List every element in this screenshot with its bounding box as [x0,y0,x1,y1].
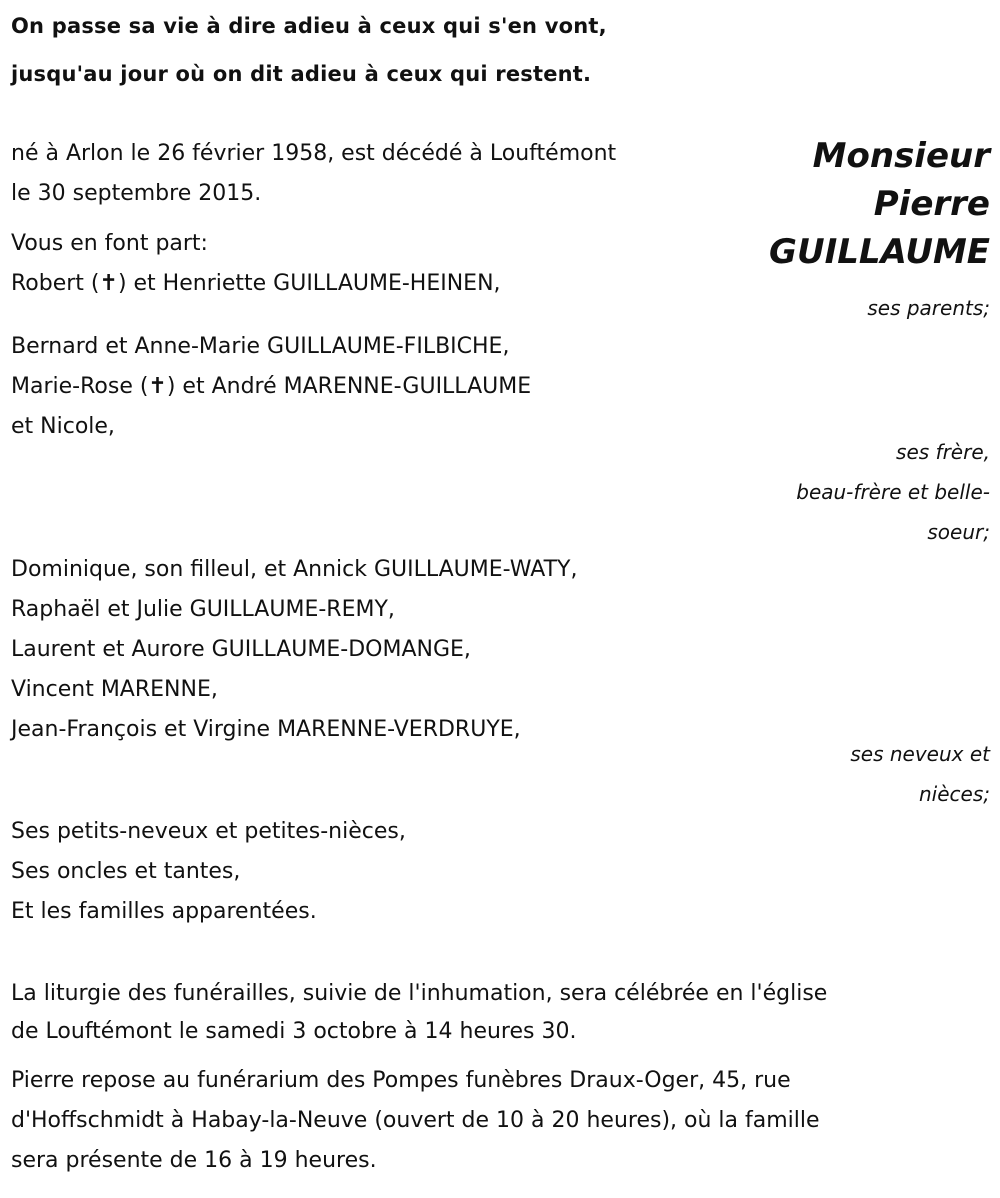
deceased-last-name: GUILLAUME [769,232,990,272]
birth-death-line-2: le 30 septembre 2015. [11,181,262,206]
nephews-line: Raphaël et Julie GUILLAUME-REMY, [11,597,395,622]
nephews-relation: ses neveux et [850,742,990,766]
visitation-line-2: d'Hoffschmidt à Habay-la-Neuve (ouvert de 10 à 20 heures), où la famille [11,1108,820,1133]
funeral-line-1: La liturgie des funérailles, suivie de l'inhumation, sera célébrée en l'église [11,981,828,1006]
deceased-first-name: Pierre [873,184,990,224]
announcement: Vous en font part: [11,231,208,256]
nephews-line: Vincent MARENNE, [11,677,218,702]
siblings-line: Marie-Rose (✝) et André MARENNE-GUILLAUME [11,374,532,399]
parents-relation: ses parents; [867,296,990,320]
siblings-relation: soeur; [927,520,990,544]
siblings-line: et Nicole, [11,414,115,439]
extended-family-line: Ses oncles et tantes, [11,859,241,884]
nephews-line: Laurent et Aurore GUILLAUME-DOMANGE, [11,637,471,662]
extended-family-line: Et les familles apparentées. [11,899,317,924]
nephews-relation: nièces; [919,782,990,806]
funeral-line-2: de Louftémont le samedi 3 octobre à 14 heures 30. [11,1019,577,1044]
parents-line: Robert (✝) et Henriette GUILLAUME-HEINEN, [11,271,501,296]
birth-death-line-1: né à Arlon le 26 février 1958, est décédé à Louftémont [11,141,617,166]
deceased-title: Monsieur [812,136,990,176]
quote-line-2: jusqu'au jour où on dit adieu à ceux qui restent. [11,62,592,86]
quote-line-1: On passe sa vie à dire adieu à ceux qui s'en vont, [11,14,607,38]
siblings-line: Bernard et Anne-Marie GUILLAUME-FILBICHE, [11,334,510,359]
siblings-relation: ses frère, [896,440,990,464]
visitation-line-1: Pierre repose au funérarium des Pompes funèbres Draux-Oger, 45, rue [11,1068,791,1093]
extended-family-line: Ses petits-neveux et petites-nièces, [11,819,406,844]
siblings-relation: beau-frère et belle- [796,480,990,504]
visitation-line-3: sera présente de 16 à 19 heures. [11,1148,377,1173]
nephews-line: Jean-François et Virgine MARENNE-VERDRUYE, [11,717,521,742]
nephews-line: Dominique, son filleul, et Annick GUILLAUME-WATY, [11,557,578,582]
